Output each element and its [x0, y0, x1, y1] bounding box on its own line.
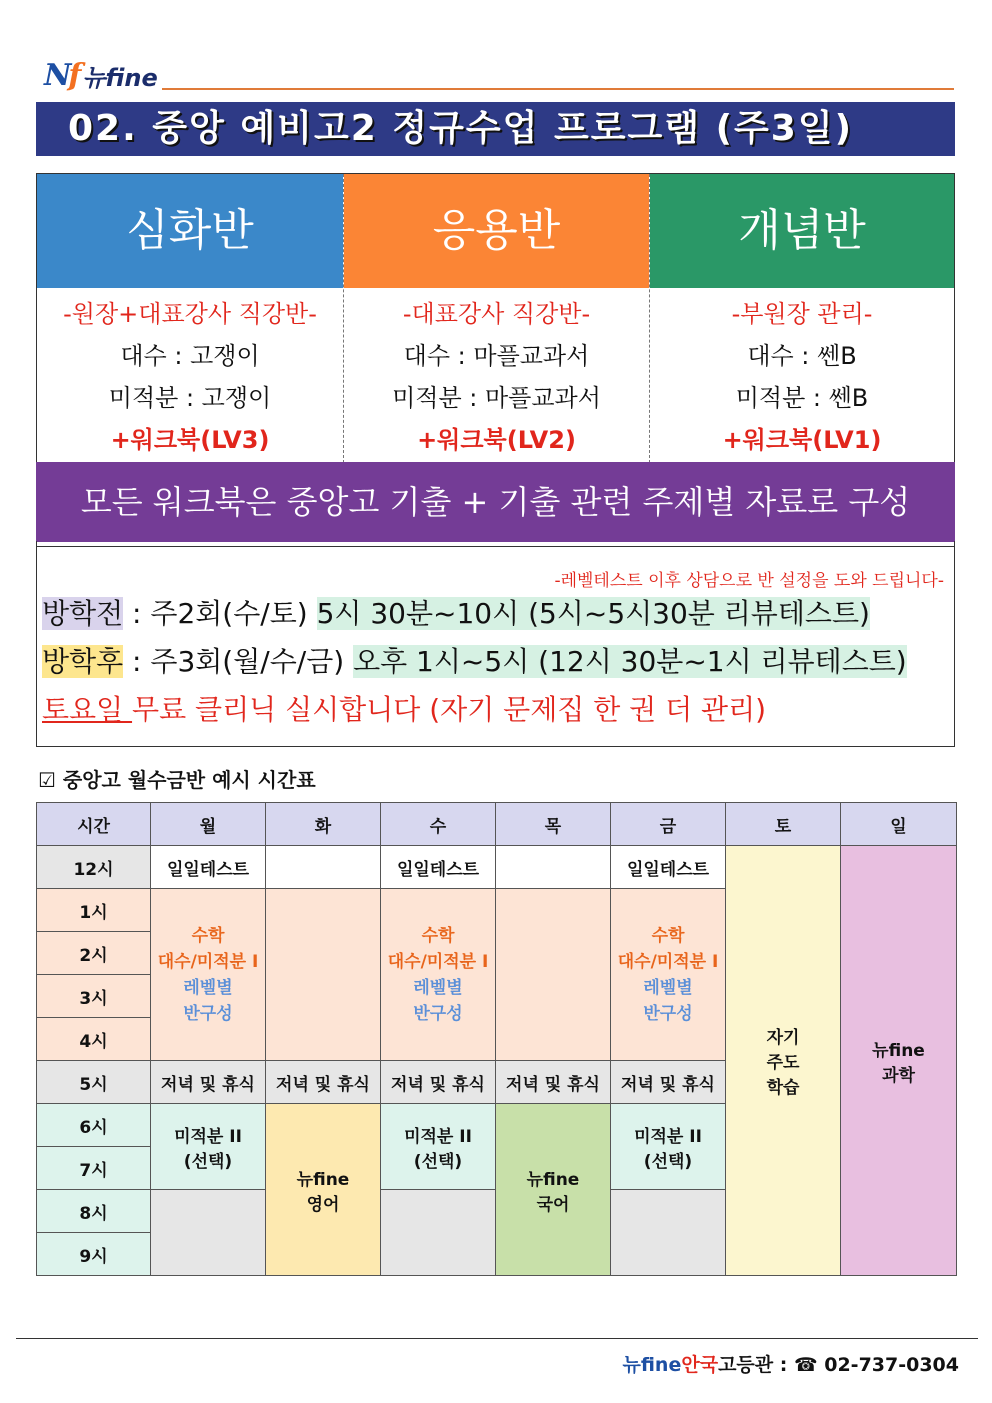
footer-separator: :: [773, 1354, 794, 1376]
col-header: 수: [381, 803, 496, 846]
class-subtitle: -대표강사 직강반-: [402, 300, 591, 328]
class-name: 개념반: [650, 174, 954, 288]
class-workbook: +워크북(LV3): [110, 426, 270, 454]
empty-cell: [381, 1190, 496, 1276]
class-algebra-book: 대수 : 마플교과서: [403, 342, 590, 370]
after-time: 오후 1시~5시 (12시 30분~1시 리뷰테스트): [353, 645, 907, 678]
logo: [44, 58, 158, 93]
col-header: 목: [496, 803, 611, 846]
timetable-heading-text: 중앙고 월수금반 예시 시간표: [62, 768, 316, 792]
class-calculus-book: 미적분 : 마플교과서: [392, 384, 601, 412]
after-frequency: : 주3회(월/수/금): [123, 645, 354, 678]
time-cell: 9시: [37, 1233, 151, 1276]
empty-cell: [611, 1190, 726, 1276]
self-study-cell: 자기 주도 학습: [726, 846, 841, 1276]
time-cell: 12시: [37, 846, 151, 889]
class-algebra-book: 대수 : 쎈B: [747, 342, 857, 370]
col-header: 월: [151, 803, 266, 846]
dinner-cell: 저녁 및 휴식: [496, 1061, 611, 1104]
dinner-cell: 저녁 및 휴식: [381, 1061, 496, 1104]
class-subtitle: -부원장 관리-: [731, 300, 873, 328]
col-header: 일: [841, 803, 957, 846]
schedule-before-vacation: [42, 592, 870, 632]
class-name: 심화반: [37, 174, 343, 288]
table-header-row: [37, 803, 957, 846]
timetable-heading: [38, 764, 316, 793]
science-cell: 뉴fine 과학: [841, 846, 957, 1276]
header-divider: [162, 88, 954, 90]
footer-org: 안국: [681, 1354, 719, 1376]
logo-text: 뉴fine: [82, 64, 158, 92]
empty-cell: [496, 889, 611, 1061]
page-title: 02. 중앙 예비고2 정규수업 프로그램 (주3일): [36, 102, 955, 156]
time-cell: 1시: [37, 889, 151, 932]
calculus2-cell: 미적분 II (선택): [151, 1104, 266, 1190]
korean-cell: 뉴fine 국어: [496, 1104, 611, 1276]
col-header: 화: [266, 803, 381, 846]
class-workbook: +워크북(LV1): [722, 426, 882, 454]
table-row: [37, 846, 957, 889]
class-calculus-book: 미적분 : 쎈B: [735, 384, 869, 412]
phone-icon: ☎: [793, 1354, 818, 1376]
time-cell: 8시: [37, 1190, 151, 1233]
checkbox-icon: ☑: [38, 768, 56, 792]
class-advanced: [37, 174, 343, 463]
footer-contact: [622, 1350, 959, 1377]
before-time: 5시 30분~10시 (5시~5시30분 리뷰테스트): [316, 597, 870, 630]
col-header: 금: [611, 803, 726, 846]
time-cell: 3시: [37, 975, 151, 1018]
time-cell: 4시: [37, 1018, 151, 1061]
calculus2-cell: 미적분 II (선택): [381, 1104, 496, 1190]
empty-cell: [151, 1190, 266, 1276]
english-cell: 뉴fine 영어: [266, 1104, 381, 1276]
class-workbook: +워크북(LV2): [417, 426, 576, 454]
before-frequency: : 주2회(수/토): [123, 597, 317, 630]
class-name: 응용반: [344, 174, 649, 288]
dinner-cell: 저녁 및 휴식: [266, 1061, 381, 1104]
empty-cell: [496, 846, 611, 889]
class-algebra-book: 대수 : 고쟁이: [120, 342, 260, 370]
time-cell: 5시: [37, 1061, 151, 1104]
col-header: 토: [726, 803, 841, 846]
time-cell: 2시: [37, 932, 151, 975]
daily-test-cell: 일일테스트: [151, 846, 266, 889]
saturday-text: 무료 클리닉 실시합니다 (자기 문제집 한 권 더 관리): [132, 693, 767, 726]
daily-test-cell: 일일테스트: [611, 846, 726, 889]
timetable: [36, 802, 957, 1276]
footer-divider: [16, 1338, 978, 1339]
col-header: 시간: [37, 803, 151, 846]
daily-test-cell: 일일테스트: [381, 846, 496, 889]
calculus2-cell: 미적분 II (선택): [611, 1104, 726, 1190]
class-concept: [649, 174, 954, 463]
class-subtitle: -원장+대표강사 직강반-: [63, 300, 317, 328]
math-class-cell: 수학 대수/미적분 I 레벨별 반구성: [151, 889, 266, 1061]
schedule-after-vacation: [42, 640, 907, 680]
before-label: 방학전: [42, 597, 124, 630]
footer-branch: 고등관: [718, 1354, 774, 1376]
saturday-clinic: [42, 688, 766, 728]
schedule-note: -레벨테스트 이후 상담으로 반 설정을 도와 드립니다-: [554, 571, 944, 591]
footer-brand: 뉴fine: [622, 1354, 682, 1376]
after-label: 방학후: [42, 645, 124, 678]
math-class-cell: 수학 대수/미적분 I 레벨별 반구성: [611, 889, 726, 1061]
dinner-cell: 저녁 및 휴식: [151, 1061, 266, 1104]
footer-phone: 02-737-0304: [817, 1354, 959, 1376]
class-calculus-book: 미적분 : 고쟁이: [108, 384, 272, 412]
workbook-banner: 모든 워크북은 중앙고 기출 + 기출 관련 주제별 자료로 구성: [36, 462, 955, 542]
time-cell: 7시: [37, 1147, 151, 1190]
time-cell: 6시: [37, 1104, 151, 1147]
empty-cell: [266, 846, 381, 889]
saturday-label: 토요일: [42, 693, 133, 726]
empty-cell: [266, 889, 381, 1061]
class-applied: [343, 174, 649, 463]
math-class-cell: 수학 대수/미적분 I 레벨별 반구성: [381, 889, 496, 1061]
dinner-cell: 저녁 및 휴식: [611, 1061, 726, 1104]
logo-mark: Nf: [44, 58, 79, 93]
